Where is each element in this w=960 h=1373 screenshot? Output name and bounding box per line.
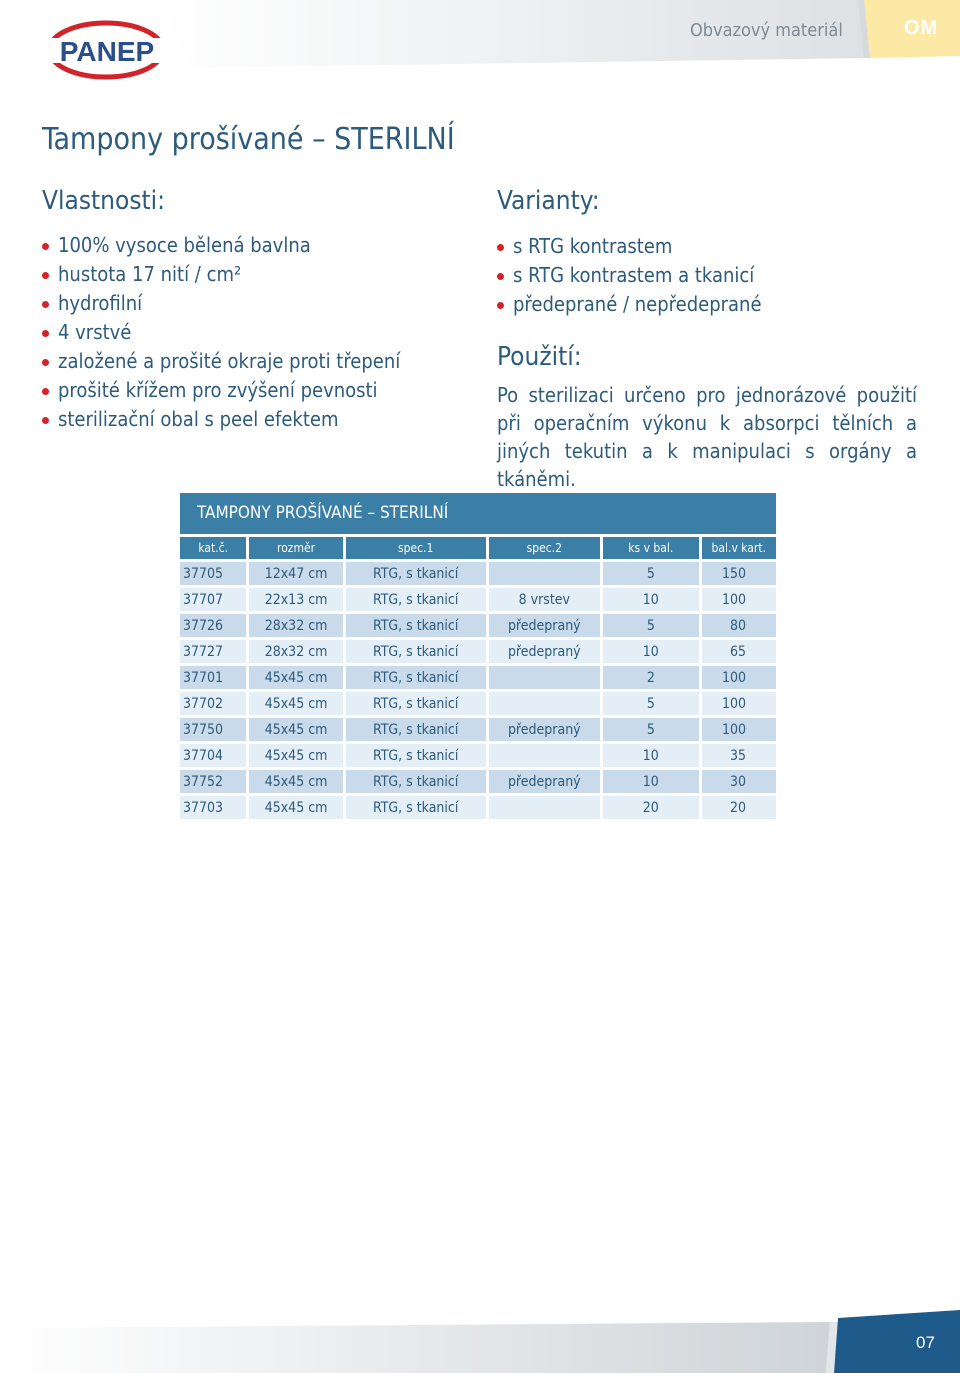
column-header: spec.1 (346, 537, 486, 559)
table-cell: 37704 (180, 744, 246, 767)
table-cell: předepraný (489, 614, 601, 637)
table-cell: 45x45 cm (249, 744, 342, 767)
list-item: s RTG kontrastem a tkanicí (497, 261, 762, 290)
table-row (180, 718, 776, 741)
table-cell: 5 (603, 562, 698, 585)
table-cell: 10 (603, 770, 698, 793)
table-row (180, 588, 776, 611)
category-label: Obvazový materiál (690, 20, 843, 41)
table-cell: RTG, s tkanicí (346, 718, 486, 741)
table-cell: 28x32 cm (249, 614, 342, 637)
table-cell: 20 (603, 796, 698, 819)
table-cell: 10 (603, 640, 698, 663)
table-cell: 37703 (180, 796, 246, 819)
table-cell (489, 666, 601, 689)
table-cell: RTG, s tkanicí (346, 588, 486, 611)
table-title: TAMPONY PROŠÍVANÉ – STERILNÍ (180, 493, 776, 534)
table-cell: 45x45 cm (249, 666, 342, 689)
table-row (180, 640, 776, 663)
list-item: s RTG kontrastem (497, 232, 762, 261)
table-row (180, 614, 776, 637)
variants-list (497, 232, 762, 319)
logo-text: PANEP (59, 36, 155, 67)
footer-strip (0, 1300, 960, 1373)
table-cell: 35 (702, 744, 776, 767)
table-cell: 22x13 cm (249, 588, 342, 611)
table-cell: RTG, s tkanicí (346, 562, 486, 585)
table-cell: 45x45 cm (249, 692, 342, 715)
usage-text: Po sterilizaci určeno pro jednorázové použití při operačním výkonu k absorpci tělních a jiných tekutin a k manipulaci s orgány a tkáněmi. (497, 383, 917, 491)
table-cell: RTG, s tkanicí (346, 796, 486, 819)
page-number-tab (834, 1310, 960, 1373)
table-cell: 10 (603, 588, 698, 611)
table-cell: 20 (702, 796, 776, 819)
table-cell: předepraný (489, 640, 601, 663)
table-cell: 2 (603, 666, 698, 689)
table-cell (489, 692, 601, 715)
table-row (180, 562, 776, 585)
table-cell: 37705 (180, 562, 246, 585)
table-header-row (180, 537, 776, 559)
table-cell: 28x32 cm (249, 640, 342, 663)
table-cell: 37750 (180, 718, 246, 741)
list-item: 4 vrstvé (42, 318, 400, 347)
list-item: hustota 17 nití / cm² (42, 260, 400, 289)
table-cell: předepraný (489, 770, 601, 793)
table-row (180, 692, 776, 715)
table-row (180, 666, 776, 689)
table-cell: 37702 (180, 692, 246, 715)
table-cell: 8 vrstev (489, 588, 601, 611)
table-cell: 100 (702, 692, 776, 715)
table-cell (489, 796, 601, 819)
table-cell: 37727 (180, 640, 246, 663)
panep-logo (46, 18, 168, 82)
table-row (180, 744, 776, 767)
table-cell (489, 562, 601, 585)
table-row (180, 770, 776, 793)
table-cell: 37726 (180, 614, 246, 637)
table-cell: předepraný (489, 718, 601, 741)
list-item: 100% vysoce bělená bavlna (42, 231, 400, 260)
variants-heading: Varianty: (497, 186, 600, 216)
column-header: spec.2 (489, 537, 601, 559)
table-cell (489, 744, 601, 767)
table-cell: 30 (702, 770, 776, 793)
table-cell: 5 (603, 718, 698, 741)
table-cell: 5 (603, 614, 698, 637)
page-title: Tampony prošívané – STERILNÍ (42, 122, 455, 157)
table-cell: RTG, s tkanicí (346, 666, 486, 689)
table-cell: 100 (702, 666, 776, 689)
column-header: rozměr (249, 537, 342, 559)
table-cell: RTG, s tkanicí (346, 614, 486, 637)
table-cell: RTG, s tkanicí (346, 770, 486, 793)
list-item: hydrofilní (42, 289, 400, 318)
table-cell: 45x45 cm (249, 796, 342, 819)
table-cell: 37701 (180, 666, 246, 689)
table-cell: 5 (603, 692, 698, 715)
table-cell: RTG, s tkanicí (346, 744, 486, 767)
product-table-grid (177, 534, 779, 822)
column-header: ks v bal. (603, 537, 698, 559)
table-cell: 150 (702, 562, 776, 585)
table-row (180, 796, 776, 819)
table-cell: 12x47 cm (249, 562, 342, 585)
table-cell: 45x45 cm (249, 718, 342, 741)
column-header: bal.v kart. (702, 537, 776, 559)
table-cell: 100 (702, 588, 776, 611)
table-cell: 80 (702, 614, 776, 637)
table-cell: RTG, s tkanicí (346, 692, 486, 715)
table-cell: 37707 (180, 588, 246, 611)
table-cell: RTG, s tkanicí (346, 640, 486, 663)
list-item: sterilizační obal s peel efektem (42, 405, 400, 434)
table-cell: 37752 (180, 770, 246, 793)
column-header: kat.č. (180, 537, 246, 559)
page-number: 07 (916, 1333, 935, 1352)
table-cell: 10 (603, 744, 698, 767)
usage-heading: Použití: (497, 342, 582, 372)
table-cell: 45x45 cm (249, 770, 342, 793)
list-item: založené a prošité okraje proti třepení (42, 347, 400, 376)
properties-heading: Vlastnosti: (42, 186, 166, 216)
list-item: prošité křížem pro zvýšení pevnosti (42, 376, 400, 405)
section-badge: OM (904, 17, 939, 39)
list-item: předeprané / nepředeprané (497, 290, 762, 319)
properties-list (42, 231, 400, 434)
table-cell: 100 (702, 718, 776, 741)
product-table (180, 493, 776, 822)
table-cell: 65 (702, 640, 776, 663)
